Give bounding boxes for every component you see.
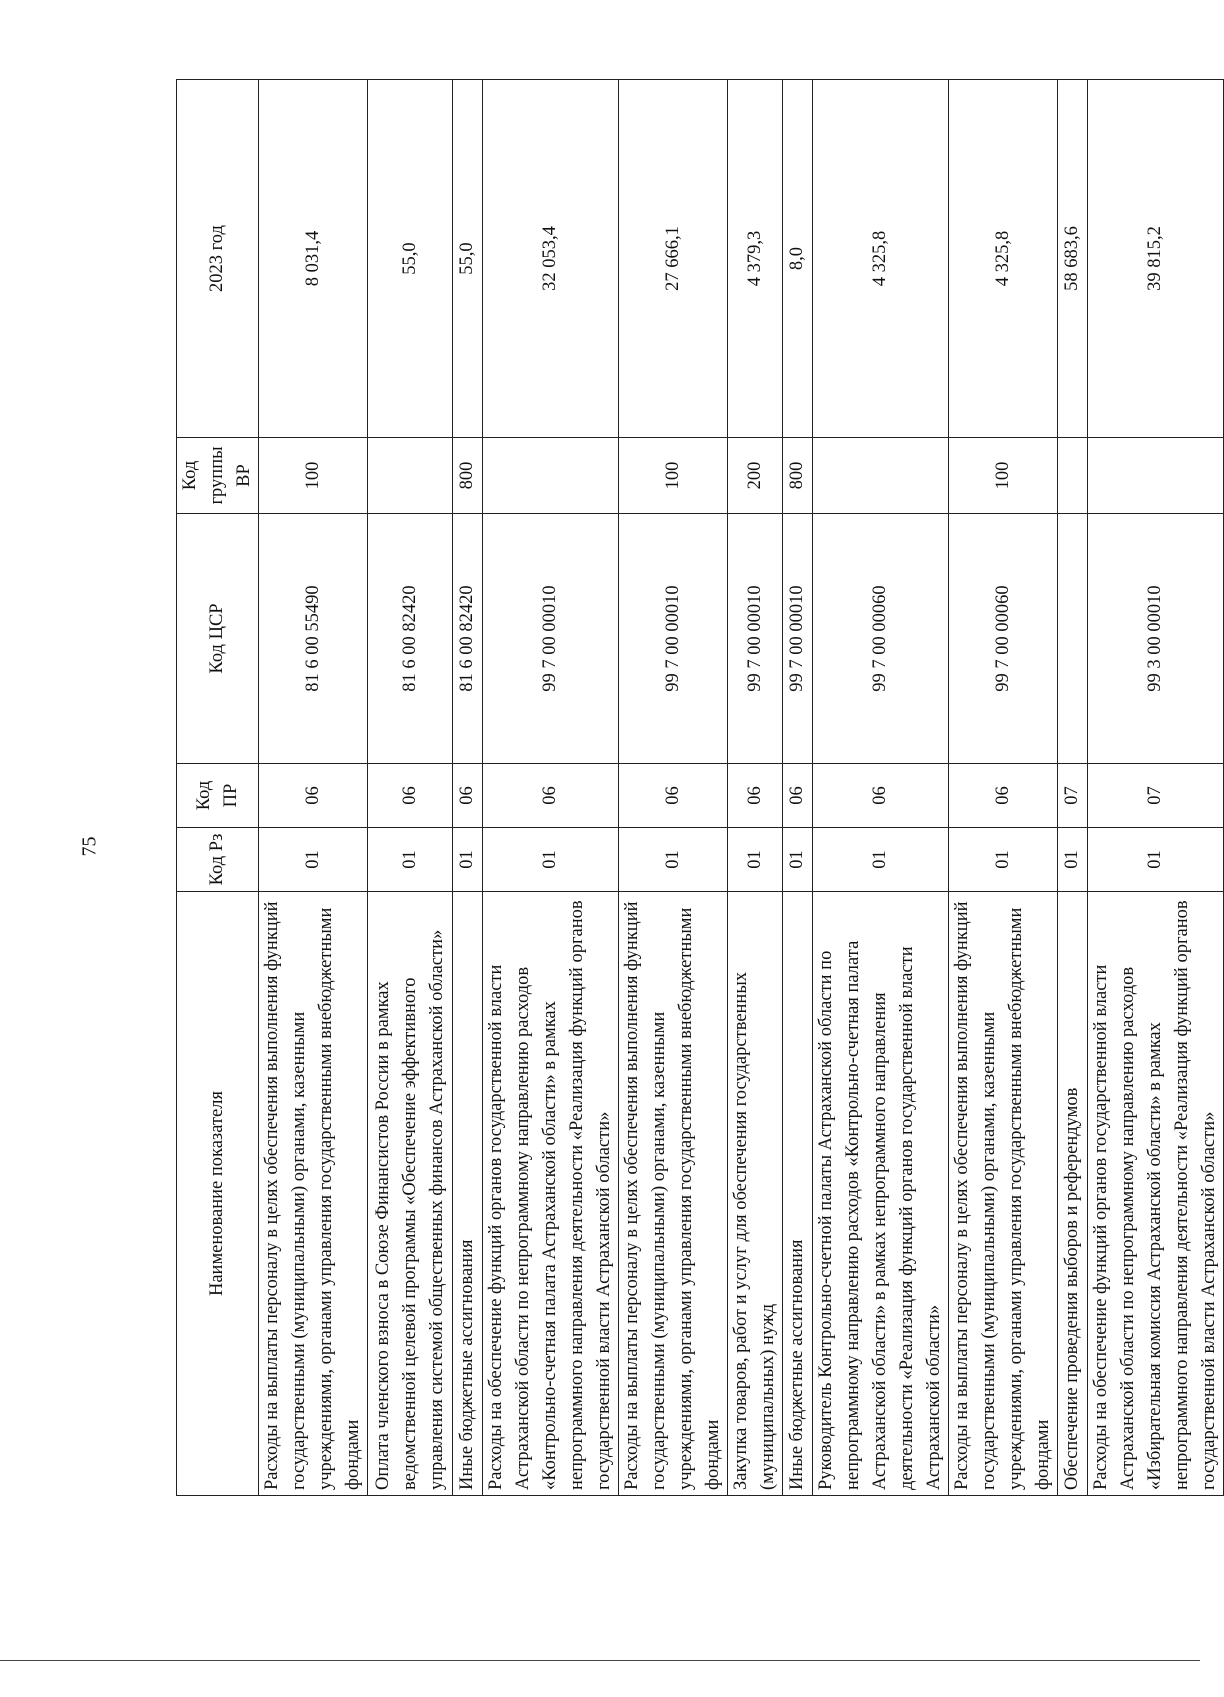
table-row	[728, 80, 783, 1496]
table-row	[949, 80, 1058, 1496]
cell-pr: 06	[368, 764, 453, 828]
cell-vr: 100	[259, 438, 368, 514]
cell-sum: 27 666,1	[619, 80, 728, 438]
cell-csr: 81 6 00 82420	[368, 514, 453, 764]
cell-csr: 99 7 00 00010	[619, 514, 728, 764]
cell-csr: 81 6 00 55490	[259, 514, 368, 764]
cell-csr: 99 7 00 00010	[728, 514, 783, 764]
cell-pr: 06	[453, 764, 483, 828]
table-row	[259, 80, 368, 1496]
header-name: Наименование показателя	[177, 892, 259, 1496]
cell-name: Расходы на обеспечение функций органов государственной власти Астраханской области по непрограммному направлению расходов «Контрольно-счетная палата Астраханской области» в рамках непрограммного направления деятельности «Реализация функций органов государственной власти Астраханской области»	[483, 892, 619, 1496]
cell-name: Оплата членского взноса в Союзе Финансистов России в рамках ведомственной целевой программы «Обеспечение эффективного управления системой общественных финансов Астраханской области»	[368, 892, 453, 1496]
budget-table	[176, 79, 1224, 1496]
cell-name: Закупка товаров, работ и услуг для обеспечения государственных (муниципальных) нужд	[728, 892, 783, 1496]
cell-pr: 06	[619, 764, 728, 828]
cell-sum: 4 325,8	[813, 80, 949, 438]
cell-sum: 58 683,6	[1058, 80, 1088, 438]
cell-pr: 06	[483, 764, 619, 828]
cell-vr: 800	[453, 438, 483, 514]
cell-name: Расходы на обеспечение функций органов государственной власти Астраханской области по непрограммному направлению расходов «Избирательная комиссия Астраханской области» в рамках непрограммного направления деятельности «Реализация функций органов государственной власти Астраханской области»	[1088, 892, 1224, 1496]
cell-rz: 01	[259, 828, 368, 892]
cell-sum: 55,0	[368, 80, 453, 438]
cell-rz: 01	[368, 828, 453, 892]
cell-csr: 99 7 00 00010	[483, 514, 619, 764]
cell-sum: 8,0	[783, 80, 813, 438]
cell-pr: 07	[1058, 764, 1088, 828]
cell-rz: 01	[949, 828, 1058, 892]
table-row	[783, 80, 813, 1496]
cell-name: Иные бюджетные ассигнования	[783, 892, 813, 1496]
cell-pr: 06	[783, 764, 813, 828]
cell-vr: 800	[783, 438, 813, 514]
cell-sum: 55,0	[453, 80, 483, 438]
table-row	[483, 80, 619, 1496]
cell-rz: 01	[1088, 828, 1224, 892]
cell-name: Иные бюджетные ассигнования	[453, 892, 483, 1496]
cell-csr: 99 7 00 00060	[949, 514, 1058, 764]
cell-name: Расходы на выплаты персоналу в целях обеспечения выполнения функций государственными (муниципальными) органами, казенными учреждениями, органами управления государственными внебюджетными фондами	[619, 892, 728, 1496]
page-number: 75	[78, 836, 101, 857]
cell-name: Расходы на выплаты персоналу в целях обеспечения выполнения функций государственными (муниципальными) органами, казенными учреждениями, органами управления государственными внебюджетными фондами	[259, 892, 368, 1496]
cell-name: Руководитель Контрольно-счетной палаты Астраханской области по непрограммному направлению расходов «Контрольно-счетная палата Астраханской области» в рамках непрограммного направления деятельности «Реализация функций органов государственной власти Астраханской области»	[813, 892, 949, 1496]
cell-name: Обеспечение проведения выборов и референдумов	[1058, 892, 1088, 1496]
cell-vr	[1088, 438, 1224, 514]
cell-pr: 06	[949, 764, 1058, 828]
cell-pr: 06	[259, 764, 368, 828]
header-year: 2023 год	[177, 80, 259, 438]
header-rz: Код Рз	[177, 828, 259, 892]
cell-rz: 01	[453, 828, 483, 892]
cell-rz: 01	[619, 828, 728, 892]
cell-vr	[368, 438, 453, 514]
header-vr: Код группы ВР	[177, 438, 259, 514]
cell-csr: 81 6 00 82420	[453, 514, 483, 764]
cell-vr	[813, 438, 949, 514]
table-row	[368, 80, 453, 1496]
table-row	[619, 80, 728, 1496]
cell-pr: 06	[728, 764, 783, 828]
cell-rz: 01	[728, 828, 783, 892]
cell-pr: 07	[1088, 764, 1224, 828]
cell-sum: 4 325,8	[949, 80, 1058, 438]
table-row	[813, 80, 949, 1496]
cell-sum: 8 031,4	[259, 80, 368, 438]
header-pr: Код ПР	[177, 764, 259, 828]
budget-table-rotated	[176, 80, 1219, 1496]
cell-rz: 01	[1058, 828, 1088, 892]
cell-vr: 100	[949, 438, 1058, 514]
cell-vr	[483, 438, 619, 514]
cell-vr: 100	[619, 438, 728, 514]
cell-sum: 4 379,3	[728, 80, 783, 438]
bottom-scan-line	[0, 1660, 1200, 1661]
cell-rz: 01	[783, 828, 813, 892]
header-csr: Код ЦСР	[177, 514, 259, 764]
cell-sum: 32 053,4	[483, 80, 619, 438]
cell-pr: 06	[813, 764, 949, 828]
cell-csr	[1058, 514, 1088, 764]
cell-rz: 01	[813, 828, 949, 892]
cell-vr: 200	[728, 438, 783, 514]
table-row	[1058, 80, 1088, 1496]
cell-sum: 39 815,2	[1088, 80, 1224, 438]
cell-csr: 99 7 00 00060	[813, 514, 949, 764]
cell-vr	[1058, 438, 1088, 514]
cell-csr: 99 3 00 00010	[1088, 514, 1224, 764]
table-header-row	[177, 80, 259, 1496]
cell-rz: 01	[483, 828, 619, 892]
table-row	[453, 80, 483, 1496]
table-row	[1088, 80, 1224, 1496]
cell-csr: 99 7 00 00010	[783, 514, 813, 764]
cell-name: Расходы на выплаты персоналу в целях обеспечения выполнения функций государственными (муниципальными) органами, казенными учреждениями, органами управления государственными внебюджетными фондами	[949, 892, 1058, 1496]
